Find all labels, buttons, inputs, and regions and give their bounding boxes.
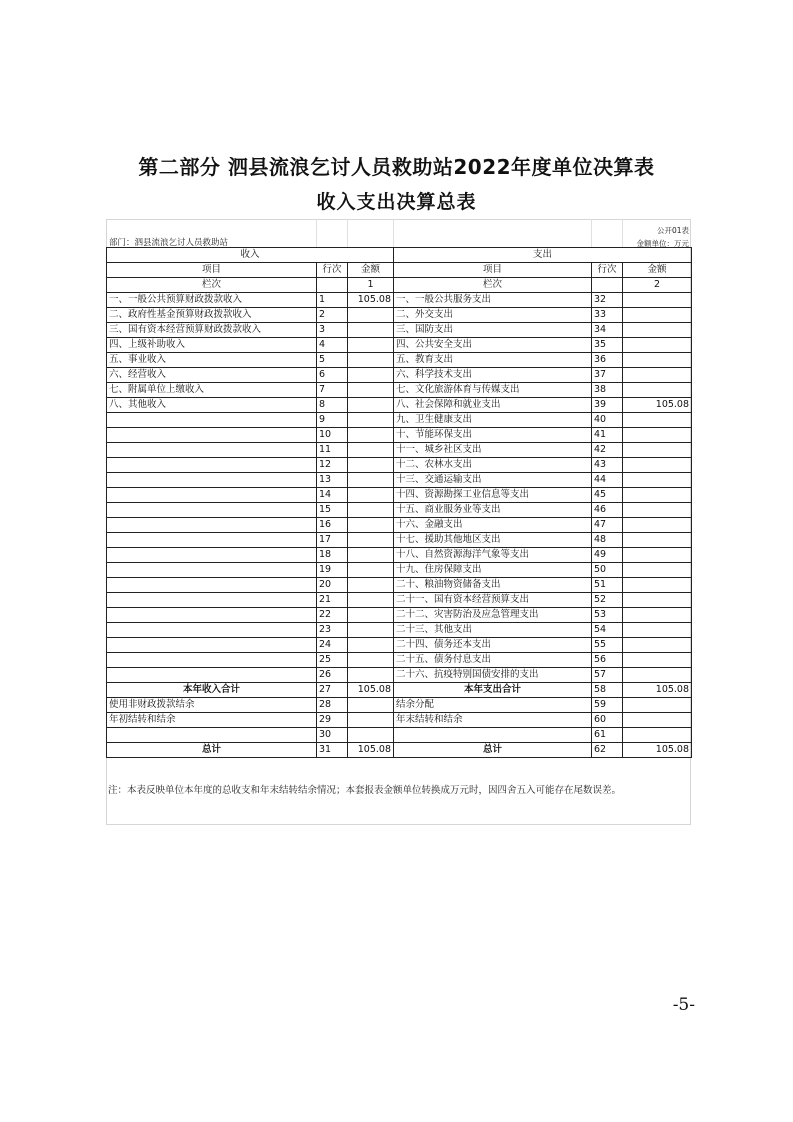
expense-amount-cell <box>623 698 692 713</box>
income-item-header: 项目 <box>107 263 317 278</box>
expense-row-number: 56 <box>592 653 623 668</box>
expense-row-number: 37 <box>592 368 623 383</box>
expense-amount-cell <box>623 413 692 428</box>
income-item-cell <box>107 518 317 533</box>
expense-amount-cell <box>623 293 692 308</box>
income-amount-cell <box>348 638 394 653</box>
income-item-cell <box>107 668 317 683</box>
expense-row-number: 44 <box>592 473 623 488</box>
table-row <box>107 578 692 593</box>
expense-item-cell: 十六、金融支出 <box>394 518 592 533</box>
expense-lanci-label: 栏次 <box>394 278 592 293</box>
section-header-row <box>107 248 692 263</box>
expense-item-cell: 十八、自然资源海洋气象等支出 <box>394 548 592 563</box>
income-amount-cell <box>348 668 394 683</box>
expense-item-cell: 十、节能环保支出 <box>394 428 592 443</box>
expense-amount-cell <box>623 353 692 368</box>
expense-item-cell: 四、公共安全支出 <box>394 338 592 353</box>
income-amount-cell <box>348 608 394 623</box>
table-row <box>107 323 692 338</box>
expense-item-cell <box>394 728 592 743</box>
expense-amount-cell <box>623 518 692 533</box>
form-code: 公开01表 <box>656 226 689 235</box>
expense-section-header: 支出 <box>394 248 692 263</box>
income-item-cell <box>107 563 317 578</box>
expense-row-number: 54 <box>592 623 623 638</box>
expense-amount-cell: 105.08 <box>623 398 692 413</box>
income-item-cell <box>107 413 317 428</box>
table-row <box>107 638 692 653</box>
expense-item-cell: 二十三、其他支出 <box>394 623 592 638</box>
expense-row-number: 60 <box>592 713 623 728</box>
expense-row-number: 51 <box>592 578 623 593</box>
income-amount-cell <box>348 593 394 608</box>
expense-row-number: 35 <box>592 338 623 353</box>
table-row <box>107 533 692 548</box>
expense-row-number: 48 <box>592 533 623 548</box>
table-row <box>107 563 692 578</box>
income-amount-cell <box>348 578 394 593</box>
expense-item-cell: 十三、交通运输支出 <box>394 473 592 488</box>
income-amount-cell <box>348 308 394 323</box>
expense-amount-cell <box>623 368 692 383</box>
income-row-number: 22 <box>317 608 348 623</box>
expense-item-cell: 五、教育支出 <box>394 353 592 368</box>
expense-amount-cell <box>623 728 692 743</box>
expense-item-cell: 本年支出合计 <box>394 683 592 698</box>
table-row <box>107 473 692 488</box>
income-amount-cell <box>348 503 394 518</box>
table-row <box>107 653 692 668</box>
income-row-number: 13 <box>317 473 348 488</box>
table-row <box>107 608 692 623</box>
expense-item-cell: 十一、城乡社区支出 <box>394 443 592 458</box>
income-amount-cell <box>348 443 394 458</box>
income-row-number: 4 <box>317 338 348 353</box>
expense-amount-cell <box>623 338 692 353</box>
expense-row-number: 45 <box>592 488 623 503</box>
income-row-number: 12 <box>317 458 348 473</box>
expense-row-number: 50 <box>592 563 623 578</box>
income-item-cell: 五、事业收入 <box>107 353 317 368</box>
income-row-number: 31 <box>317 743 348 758</box>
income-row-number: 6 <box>317 368 348 383</box>
expense-amount-cell: 105.08 <box>623 683 692 698</box>
income-item-cell <box>107 728 317 743</box>
department-label: 部门：泗县流浪乞讨人员救助站 <box>109 238 229 248</box>
table-row <box>107 488 692 503</box>
expense-amount-cell <box>623 593 692 608</box>
income-row-number: 20 <box>317 578 348 593</box>
income-expense-table <box>106 247 692 758</box>
income-item-cell: 年初结转和结余 <box>107 713 317 728</box>
expense-item-cell: 二、外交支出 <box>394 308 592 323</box>
table-row <box>107 443 692 458</box>
expense-amount-cell <box>623 443 692 458</box>
table-row <box>107 293 692 308</box>
table-row <box>107 728 692 743</box>
income-item-cell <box>107 548 317 563</box>
empty-cell <box>317 278 348 293</box>
expense-amount-cell <box>623 578 692 593</box>
expense-amount-cell <box>623 533 692 548</box>
income-row-number: 19 <box>317 563 348 578</box>
expense-item-cell: 十五、商业服务业等支出 <box>394 503 592 518</box>
expense-amount-cell <box>623 563 692 578</box>
income-item-cell: 八、其他收入 <box>107 398 317 413</box>
expense-item-cell: 八、社会保障和就业支出 <box>394 398 592 413</box>
table-note: 注：本表反映单位本年度的总收支和年末结转结余情况；本套报表金额单位转换成万元时，因四舍五入可能存在尾数误差。 <box>108 785 622 796</box>
table-row <box>107 368 692 383</box>
expense-amount-header: 金额 <box>623 263 692 278</box>
income-amount-cell: 105.08 <box>348 683 394 698</box>
income-item-cell <box>107 578 317 593</box>
income-item-cell: 本年收入合计 <box>107 683 317 698</box>
expense-row-number: 61 <box>592 728 623 743</box>
income-item-cell: 七、附属单位上缴收入 <box>107 383 317 398</box>
table-row <box>107 698 692 713</box>
income-item-cell <box>107 593 317 608</box>
expense-row-number: 32 <box>592 293 623 308</box>
expense-amount-cell <box>623 323 692 338</box>
expense-item-cell: 十二、农林水支出 <box>394 458 592 473</box>
expense-item-cell: 一、一般公共服务支出 <box>394 293 592 308</box>
expense-item-cell: 十七、援助其他地区支出 <box>394 533 592 548</box>
income-amount-cell <box>348 428 394 443</box>
income-item-cell <box>107 443 317 458</box>
income-amount-cell <box>348 713 394 728</box>
expense-row-number: 55 <box>592 638 623 653</box>
income-amount-cell <box>348 653 394 668</box>
income-row-number: 1 <box>317 293 348 308</box>
income-row-number: 21 <box>317 593 348 608</box>
grid-rule <box>622 219 623 247</box>
income-item-cell <box>107 488 317 503</box>
income-row-number: 25 <box>317 653 348 668</box>
income-row-number: 3 <box>317 323 348 338</box>
expense-item-cell: 二十、粮油物资储备支出 <box>394 578 592 593</box>
expense-amount-cell <box>623 638 692 653</box>
income-row-number: 5 <box>317 353 348 368</box>
year-total-row <box>107 683 692 698</box>
income-item-cell: 四、上级补助收入 <box>107 338 317 353</box>
table-row <box>107 338 692 353</box>
expense-row-number: 34 <box>592 323 623 338</box>
table-row <box>107 518 692 533</box>
expense-item-cell: 年末结转和结余 <box>394 713 592 728</box>
expense-item-cell: 二十二、灾害防治及应急管理支出 <box>394 608 592 623</box>
income-row-number: 8 <box>317 398 348 413</box>
expense-item-cell: 六、科学技术支出 <box>394 368 592 383</box>
expense-row-header: 行次 <box>592 263 623 278</box>
table-row <box>107 353 692 368</box>
income-item-cell <box>107 473 317 488</box>
column-number-row <box>107 278 692 293</box>
income-amount-cell <box>348 338 394 353</box>
table-row <box>107 548 692 563</box>
expense-item-cell: 十四、资源勘探工业信息等支出 <box>394 488 592 503</box>
income-amount-cell <box>348 698 394 713</box>
expense-amount-cell <box>623 458 692 473</box>
page-title: 第二部分 泗县流浪乞讨人员救助站2022年度单位决算表 <box>138 155 655 179</box>
income-row-number: 23 <box>317 623 348 638</box>
page-number: -5- <box>672 995 695 1015</box>
expense-row-number: 59 <box>592 698 623 713</box>
expense-row-number: 46 <box>592 503 623 518</box>
table-row <box>107 623 692 638</box>
expense-amount-cell <box>623 503 692 518</box>
expense-row-number: 36 <box>592 353 623 368</box>
expense-column-number: 2 <box>623 278 692 293</box>
expense-row-number: 39 <box>592 398 623 413</box>
expense-row-number: 42 <box>592 443 623 458</box>
expense-row-number: 53 <box>592 608 623 623</box>
expense-item-header: 项目 <box>394 263 592 278</box>
table-row <box>107 593 692 608</box>
income-item-cell <box>107 653 317 668</box>
income-row-number: 30 <box>317 728 348 743</box>
income-amount-cell <box>348 518 394 533</box>
income-row-number: 15 <box>317 503 348 518</box>
table-row <box>107 413 692 428</box>
grand-total-row <box>107 743 692 758</box>
table-row <box>107 713 692 728</box>
unit-label: 金额单位：万元 <box>636 239 689 248</box>
expense-item-cell: 二十六、抗疫特别国债安排的支出 <box>394 668 592 683</box>
expense-amount-cell <box>623 548 692 563</box>
income-item-cell: 二、政府性基金预算财政拨款收入 <box>107 308 317 323</box>
table-row <box>107 383 692 398</box>
grid-rule <box>316 219 317 247</box>
expense-item-cell: 七、文化旅游体育与传媒支出 <box>394 383 592 398</box>
income-row-number: 7 <box>317 383 348 398</box>
income-row-number: 14 <box>317 488 348 503</box>
income-amount-cell <box>348 548 394 563</box>
expense-item-cell: 九、卫生健康支出 <box>394 413 592 428</box>
income-row-number: 16 <box>317 518 348 533</box>
expense-amount-cell: 105.08 <box>623 743 692 758</box>
table-row <box>107 458 692 473</box>
table-row <box>107 668 692 683</box>
table-row <box>107 308 692 323</box>
income-item-cell: 一、一般公共预算财政拨款收入 <box>107 293 317 308</box>
income-row-number: 9 <box>317 413 348 428</box>
income-item-cell <box>107 623 317 638</box>
income-amount-cell: 105.08 <box>348 293 394 308</box>
income-row-number: 27 <box>317 683 348 698</box>
expense-amount-cell <box>623 308 692 323</box>
expense-item-cell: 二十五、债务付息支出 <box>394 653 592 668</box>
income-row-number: 18 <box>317 548 348 563</box>
expense-row-number: 41 <box>592 428 623 443</box>
income-row-number: 2 <box>317 308 348 323</box>
expense-amount-cell <box>623 473 692 488</box>
income-row-number: 24 <box>317 638 348 653</box>
expense-amount-cell <box>623 653 692 668</box>
income-amount-header: 金额 <box>348 263 394 278</box>
income-row-number: 26 <box>317 668 348 683</box>
income-item-cell: 三、国有资本经营预算财政拨款收入 <box>107 323 317 338</box>
income-amount-cell <box>348 383 394 398</box>
income-amount-cell: 105.08 <box>348 743 394 758</box>
income-amount-cell <box>348 563 394 578</box>
income-amount-cell <box>348 728 394 743</box>
income-amount-cell <box>348 413 394 428</box>
expense-item-cell: 三、国防支出 <box>394 323 592 338</box>
income-row-number: 11 <box>317 443 348 458</box>
income-amount-cell <box>348 458 394 473</box>
income-item-cell <box>107 428 317 443</box>
expense-row-number: 58 <box>592 683 623 698</box>
income-row-header: 行次 <box>317 263 348 278</box>
income-row-number: 17 <box>317 533 348 548</box>
income-item-cell: 使用非财政拨款结余 <box>107 698 317 713</box>
income-row-number: 29 <box>317 713 348 728</box>
income-amount-cell <box>348 368 394 383</box>
expense-amount-cell <box>623 623 692 638</box>
expense-item-cell: 结余分配 <box>394 698 592 713</box>
expense-item-cell: 十九、住房保障支出 <box>394 563 592 578</box>
expense-amount-cell <box>623 713 692 728</box>
income-item-cell <box>107 533 317 548</box>
expense-amount-cell <box>623 608 692 623</box>
income-row-number: 10 <box>317 428 348 443</box>
table-title: 收入支出决算总表 <box>316 191 477 213</box>
income-amount-cell <box>348 623 394 638</box>
table-row <box>107 428 692 443</box>
expense-amount-cell <box>623 668 692 683</box>
expense-item-cell: 二十四、债务还本支出 <box>394 638 592 653</box>
income-amount-cell <box>348 533 394 548</box>
expense-row-number: 38 <box>592 383 623 398</box>
expense-amount-cell <box>623 488 692 503</box>
income-amount-cell <box>348 473 394 488</box>
income-item-cell <box>107 458 317 473</box>
grid-rule <box>347 219 348 247</box>
table-row <box>107 398 692 413</box>
expense-row-number: 49 <box>592 548 623 563</box>
column-header-row <box>107 263 692 278</box>
expense-row-number: 40 <box>592 413 623 428</box>
income-item-cell: 六、经营收入 <box>107 368 317 383</box>
income-lanci-label: 栏次 <box>107 278 317 293</box>
expense-amount-cell <box>623 383 692 398</box>
expense-amount-cell <box>623 428 692 443</box>
grid-rule <box>393 219 394 247</box>
expense-row-number: 62 <box>592 743 623 758</box>
expense-row-number: 47 <box>592 518 623 533</box>
income-amount-cell <box>348 323 394 338</box>
income-amount-cell <box>348 353 394 368</box>
expense-row-number: 43 <box>592 458 623 473</box>
income-column-number: 1 <box>348 278 394 293</box>
grid-rule <box>591 219 592 247</box>
expense-item-cell: 二十一、国有资本经营预算支出 <box>394 593 592 608</box>
income-section-header: 收入 <box>107 248 394 263</box>
income-item-cell <box>107 638 317 653</box>
table-row <box>107 503 692 518</box>
expense-item-cell: 总计 <box>394 743 592 758</box>
income-item-cell: 总计 <box>107 743 317 758</box>
income-item-cell <box>107 608 317 623</box>
expense-row-number: 57 <box>592 668 623 683</box>
income-amount-cell <box>348 398 394 413</box>
income-item-cell <box>107 503 317 518</box>
expense-row-number: 33 <box>592 308 623 323</box>
expense-row-number: 52 <box>592 593 623 608</box>
income-amount-cell <box>348 488 394 503</box>
income-row-number: 28 <box>317 698 348 713</box>
empty-cell <box>592 278 623 293</box>
